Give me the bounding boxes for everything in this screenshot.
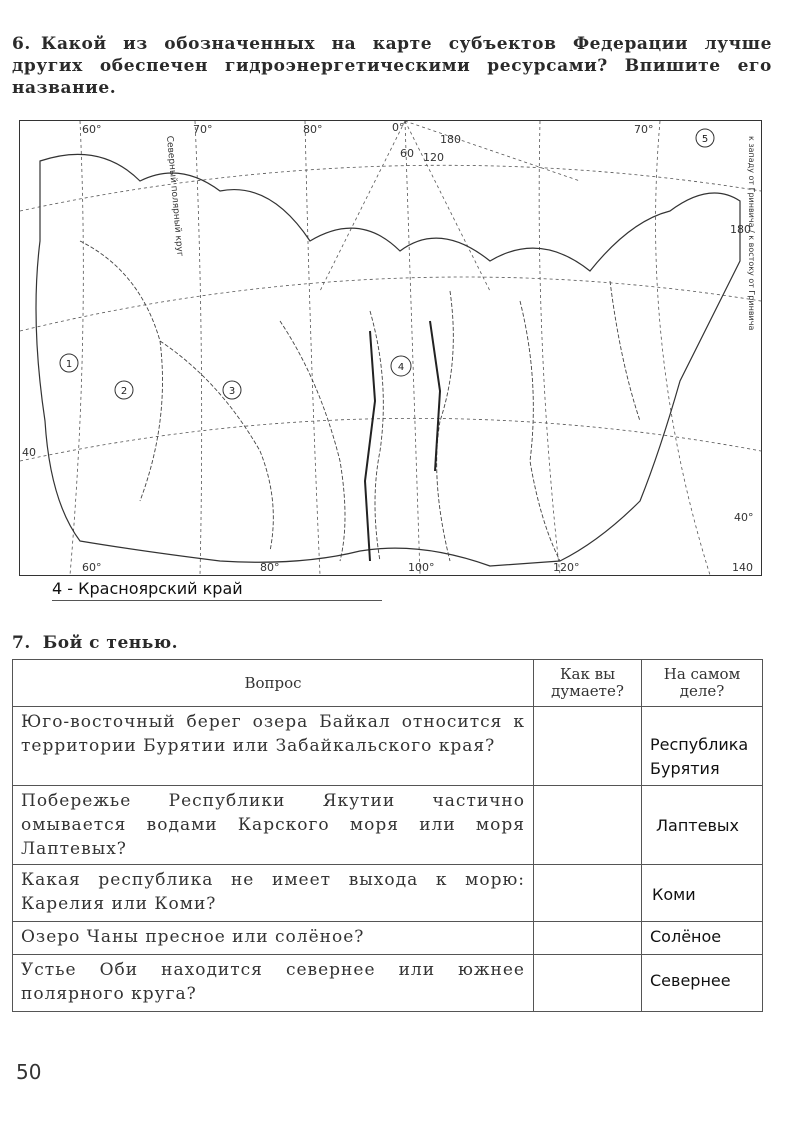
label-top-70: 70°	[193, 123, 213, 136]
row-guess[interactable]	[534, 955, 642, 1012]
row-actual: Коми	[642, 865, 763, 922]
shadow-boxing-table	[12, 659, 763, 1012]
label-top-60: 60°	[82, 123, 102, 136]
label-top-180: 180	[440, 133, 461, 146]
label-bottom-100: 100°	[408, 561, 435, 574]
table-row	[13, 707, 763, 786]
marker-5: 5	[701, 134, 709, 145]
question-7-title: Бой с тенью.	[42, 633, 179, 653]
row-actual: Севернее	[642, 955, 763, 1012]
label-greenwich: к западу от Гринвича / к востоку от Гринвича	[747, 136, 756, 331]
question-7-heading	[12, 633, 178, 653]
label-right-180: 180	[730, 223, 751, 236]
region-borders	[80, 241, 640, 561]
label-top-0: 0°	[392, 121, 405, 134]
row-guess[interactable]	[534, 707, 642, 786]
row-question: Какая республика не имеет выхода к морю: Карелия или Коми?	[13, 865, 534, 922]
marker-1: 1	[65, 359, 73, 370]
coastline	[36, 154, 740, 566]
table-row	[13, 955, 763, 1012]
label-bottom-80: 80°	[260, 561, 280, 574]
question-7-number: 7.	[12, 633, 31, 653]
row-actual: Республика Бурятия	[642, 707, 763, 786]
row-actual: Лаптевых	[642, 786, 763, 865]
graticule	[20, 121, 761, 575]
table-row	[13, 786, 763, 865]
row-question: Устье Оби находится севернее или южнее полярного круга?	[13, 955, 534, 1012]
table-row	[13, 922, 763, 955]
label-polar-circle: Северный полярный круг	[164, 135, 185, 258]
answer-6: 4 - Красноярский край	[52, 579, 382, 601]
header-guess: Как вы думаете?	[534, 660, 642, 707]
label-top-70b: 70°	[634, 123, 654, 136]
label-bottom-60: 60°	[82, 561, 102, 574]
header-actual: На самом деле?	[642, 660, 763, 707]
label-top-80: 80°	[303, 123, 323, 136]
label-top-120: 120	[423, 151, 444, 164]
label-bottom-140: 140	[732, 561, 753, 574]
map-markers	[60, 129, 714, 399]
marker-3: 3	[228, 386, 236, 397]
label-right-40: 40°	[734, 511, 754, 524]
header-question: Вопрос	[13, 660, 534, 707]
map-labels	[22, 121, 756, 574]
marker-4: 4	[397, 362, 405, 373]
question-6-text: Какой из обозначенных на карте субъектов Федерации лучше других обеспечен гидроэнергетическими ресурсами? Впишите его название.	[12, 34, 772, 98]
label-left-40: 40	[22, 446, 36, 459]
marker-2: 2	[120, 386, 128, 397]
label-bottom-120: 120°	[553, 561, 580, 574]
row-question: Юго-восточный берег озера Байкал относится к территории Бурятии или Забайкальского края?	[13, 707, 534, 786]
row-guess[interactable]	[534, 865, 642, 922]
row-question: Озеро Чаны пресное или солёное?	[13, 922, 534, 955]
question-6-number: 6.	[12, 34, 31, 54]
question-6	[12, 33, 772, 99]
table-header-row	[13, 660, 763, 707]
label-top-60b: 60	[400, 147, 414, 160]
map-drawing	[20, 121, 761, 575]
page-number: 50	[16, 1060, 42, 1084]
row-guess[interactable]	[534, 922, 642, 955]
row-question: Побережье Республики Якутии частично омывается водами Карского моря или моря Лаптевых?	[13, 786, 534, 865]
russia-map	[19, 120, 762, 576]
row-actual: Солёное	[642, 922, 763, 955]
table-row	[13, 865, 763, 922]
row-guess[interactable]	[534, 786, 642, 865]
